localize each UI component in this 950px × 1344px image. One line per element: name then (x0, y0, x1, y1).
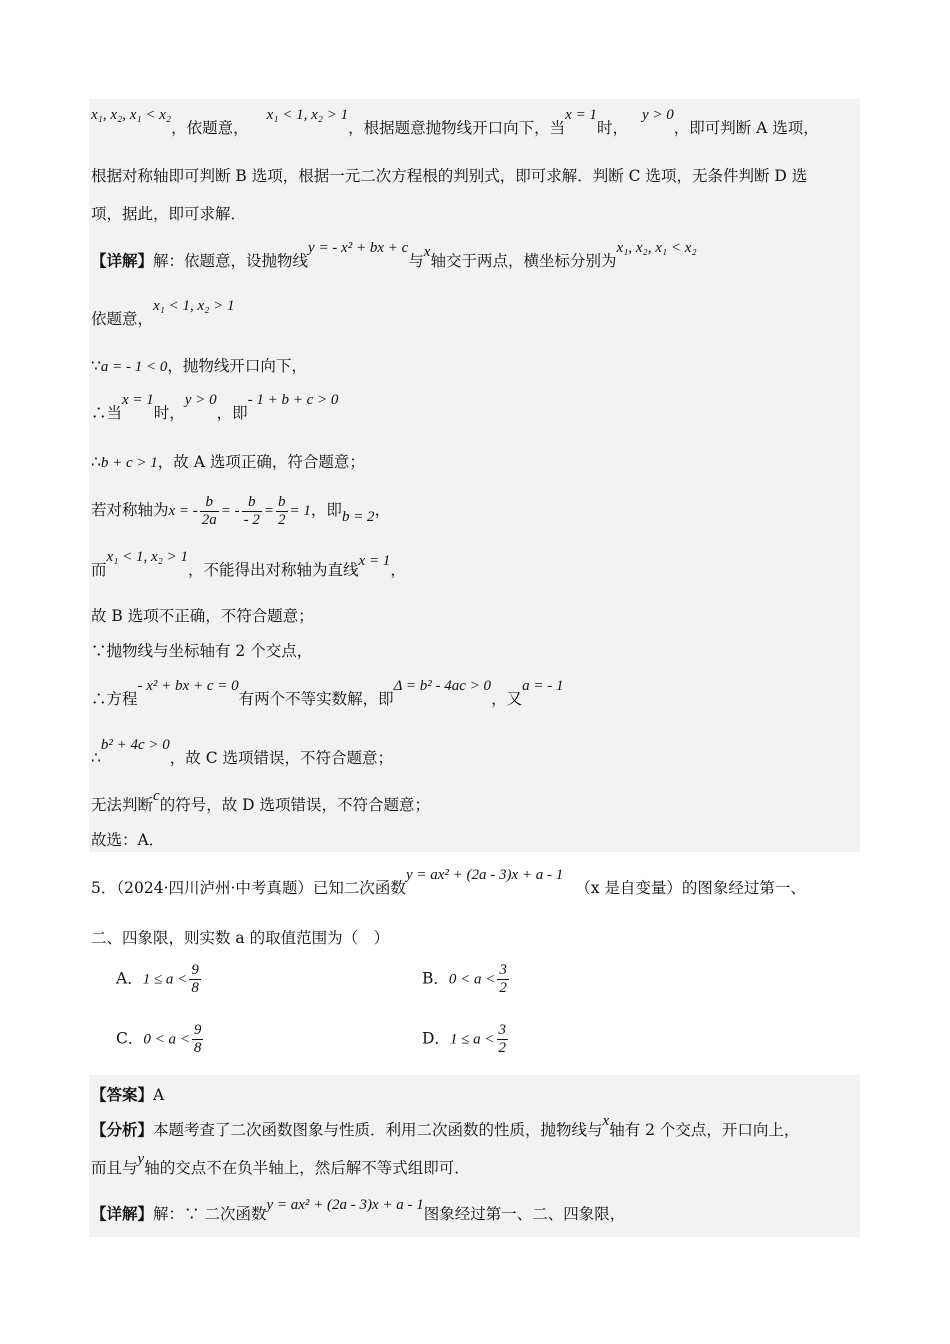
answer-line (91, 1085, 164, 1105)
detail-line-5 (91, 452, 365, 473)
numerator: 3 (499, 962, 507, 978)
text: 若对称轴为 (91, 501, 169, 519)
numerator: 9 (191, 962, 199, 978)
text: ，根据题意抛物线开口向下，当 (348, 119, 566, 137)
detail-line-3 (91, 356, 307, 377)
math: x = 1 (565, 107, 597, 123)
math: x₁ < 1, x₂ > 1 (153, 298, 235, 314)
text: ∴ (91, 749, 101, 767)
text: 有两个不等实数解，即 (238, 690, 394, 708)
math: x₁ < 1, x₂ > 1 (266, 107, 349, 123)
math: x = 1 (358, 553, 391, 569)
analysis2-line-2 (91, 1151, 470, 1179)
option-c[interactable] (116, 1022, 205, 1057)
text: 本题考查了二次函数图象与性质．利用二次函数的性质，抛物线与 (153, 1121, 603, 1139)
analysis2-line-1 (91, 1113, 800, 1141)
option-label: A． (116, 969, 143, 988)
text: 依题意， (91, 310, 154, 328)
text: 时， (153, 404, 185, 422)
math: x (602, 1113, 610, 1129)
text: ∵抛物线与坐标轴有 2 个交点， (91, 642, 313, 660)
math: = - (220, 503, 240, 519)
text: 根据对称轴即可判断 B 选项，根据一元二次方程根的判别式，即可求解．判断 C 选项，无条件判断 D 选 (91, 167, 808, 185)
denominator: - 2 (243, 511, 260, 528)
text: 故选：A． (91, 831, 165, 849)
math: 0 < a < (448, 971, 496, 988)
numerator: b (242, 494, 262, 512)
denominator: 8 (193, 1040, 202, 1056)
denominator: 2a (201, 511, 217, 528)
answer-value: A (153, 1086, 165, 1104)
math: 1 ≤ a < (142, 971, 188, 988)
fraction (497, 1022, 509, 1057)
text: 图象经过第一、二、四象限， (423, 1205, 626, 1223)
math: a = - 1 < 0 (100, 359, 168, 375)
fraction (192, 1022, 204, 1057)
detail-line-12 (91, 788, 430, 816)
text: ，即 (310, 501, 342, 519)
math: y = - x² + bx + c (308, 240, 409, 256)
math: - 1 + b + c > 0 (247, 392, 339, 408)
text: ∴方程 (91, 690, 138, 708)
text: ，故 A 选项正确，符合题意； (157, 453, 365, 471)
numerator: 3 (498, 1022, 507, 1038)
text: ， (390, 561, 406, 579)
text: ∴ (91, 453, 101, 471)
text: 轴交于两点，横坐标分别为 (430, 252, 617, 270)
text: ， (374, 501, 391, 519)
math: = (263, 503, 275, 519)
detail-line-4 (91, 392, 339, 424)
text: 而 (91, 561, 107, 579)
analysis-line-3 (91, 204, 246, 224)
denominator: 2 (498, 1040, 507, 1056)
math: y = ax² + (2a - 3)x + a - 1 (266, 1197, 424, 1213)
question-5-line-2 (91, 928, 389, 948)
option-label: B． (422, 969, 449, 988)
math: y > 0 (641, 107, 674, 123)
math: y (137, 1151, 145, 1167)
detail-line-8 (91, 606, 314, 626)
text: 解：依题意，设抛物线 (153, 252, 309, 270)
text: ，故 C 选项错误，不符合题意； (169, 749, 393, 767)
section-tag: 【详解】 (91, 251, 154, 270)
denominator: 2 (499, 980, 507, 996)
math: y = ax² + (2a - 3)x + a - 1 (405, 867, 564, 883)
fraction (200, 494, 219, 529)
math: x₁, x₂, x₁ < x₂ (91, 107, 172, 123)
detail2-line-1 (91, 1197, 626, 1225)
numerator: b (278, 493, 286, 510)
fraction (189, 962, 201, 997)
text: ∴当 (91, 404, 123, 422)
text: 轴的交点不在负半轴上，然后解不等式组即可． (144, 1159, 470, 1177)
detail-line-1 (91, 240, 697, 272)
math: b = 2 (341, 509, 375, 525)
text: ，不能得出对称轴为直线 (188, 561, 359, 579)
fraction (497, 962, 509, 997)
math: x₁, x₂, x₁ < x₂ (616, 240, 697, 256)
detail-line-10 (91, 678, 564, 710)
text: ，即 (216, 404, 248, 422)
text: ，又 (491, 690, 523, 708)
analysis-line-2 (91, 166, 807, 186)
option-label: C． (116, 1029, 144, 1048)
text: 无法判断 (91, 796, 154, 814)
text: 解：∵ 二次函数 (153, 1205, 267, 1223)
math: x = 1 (122, 392, 154, 408)
math: 0 < a < (143, 1031, 190, 1048)
text: 与 (408, 252, 424, 270)
text: 的符号，故 D 选项错误，不符合题意； (159, 796, 430, 814)
math: x = - (168, 503, 198, 519)
math: Δ = b² - 4ac > 0 (393, 678, 492, 694)
text: 时， (596, 119, 628, 137)
option-label: D． (422, 1029, 450, 1048)
text: （x 是自变量）的图象经过第一、 (575, 879, 806, 897)
text: ，依题意， (171, 119, 249, 137)
text: ，即可判断 A 选项， (673, 119, 819, 137)
detail-line-11 (91, 737, 393, 769)
detail-line-13 (91, 830, 164, 850)
math: b² + 4c > 0 (100, 737, 170, 753)
fraction (276, 494, 288, 529)
text: ，抛物线开口向下， (167, 357, 307, 375)
option-a[interactable] (116, 962, 203, 997)
text: 项，据此，即可求解． (91, 205, 247, 223)
section-tag: 【分析】 (91, 1120, 154, 1139)
question-number: 5． (91, 879, 117, 897)
math: = 1 (289, 503, 311, 519)
math: a = - 1 (522, 678, 564, 694)
math: x₁ < 1, x₂ > 1 (106, 549, 189, 565)
numerator: 9 (193, 1022, 202, 1038)
math: - x² + bx + c = 0 (137, 678, 239, 694)
analysis-line-1 (91, 107, 819, 139)
detail-line-7 (91, 549, 406, 581)
math: 1 ≤ a < (449, 1031, 495, 1048)
text: 故 B 选项不正确，不符合题意； (91, 607, 314, 625)
numerator: b (200, 494, 219, 512)
denominator: 8 (191, 980, 199, 996)
text: ∵ (91, 357, 101, 375)
option-b[interactable] (422, 962, 511, 997)
detail-line-9 (91, 641, 312, 661)
option-d[interactable] (422, 1022, 510, 1057)
section-tag: 【详解】 (91, 1204, 154, 1223)
math: c (153, 788, 160, 804)
math: b + c > 1 (100, 455, 158, 471)
text: 轴有 2 个交点，开口向上， (609, 1121, 800, 1139)
math: x (423, 244, 431, 260)
section-tag: 【答案】 (91, 1085, 154, 1104)
text: 二、四象限，则实数 a 的取值范围为（ ） (91, 929, 390, 947)
denominator: 2 (278, 511, 286, 528)
text: 而且与 (91, 1159, 138, 1177)
question-5-line-1 (91, 867, 806, 899)
detail-line-6 (91, 490, 390, 531)
detail-line-2 (91, 298, 235, 330)
question-source: （2024·四川泸州·中考真题）已知二次函数 (116, 879, 406, 897)
math: y > 0 (184, 392, 217, 408)
fraction (242, 494, 262, 529)
